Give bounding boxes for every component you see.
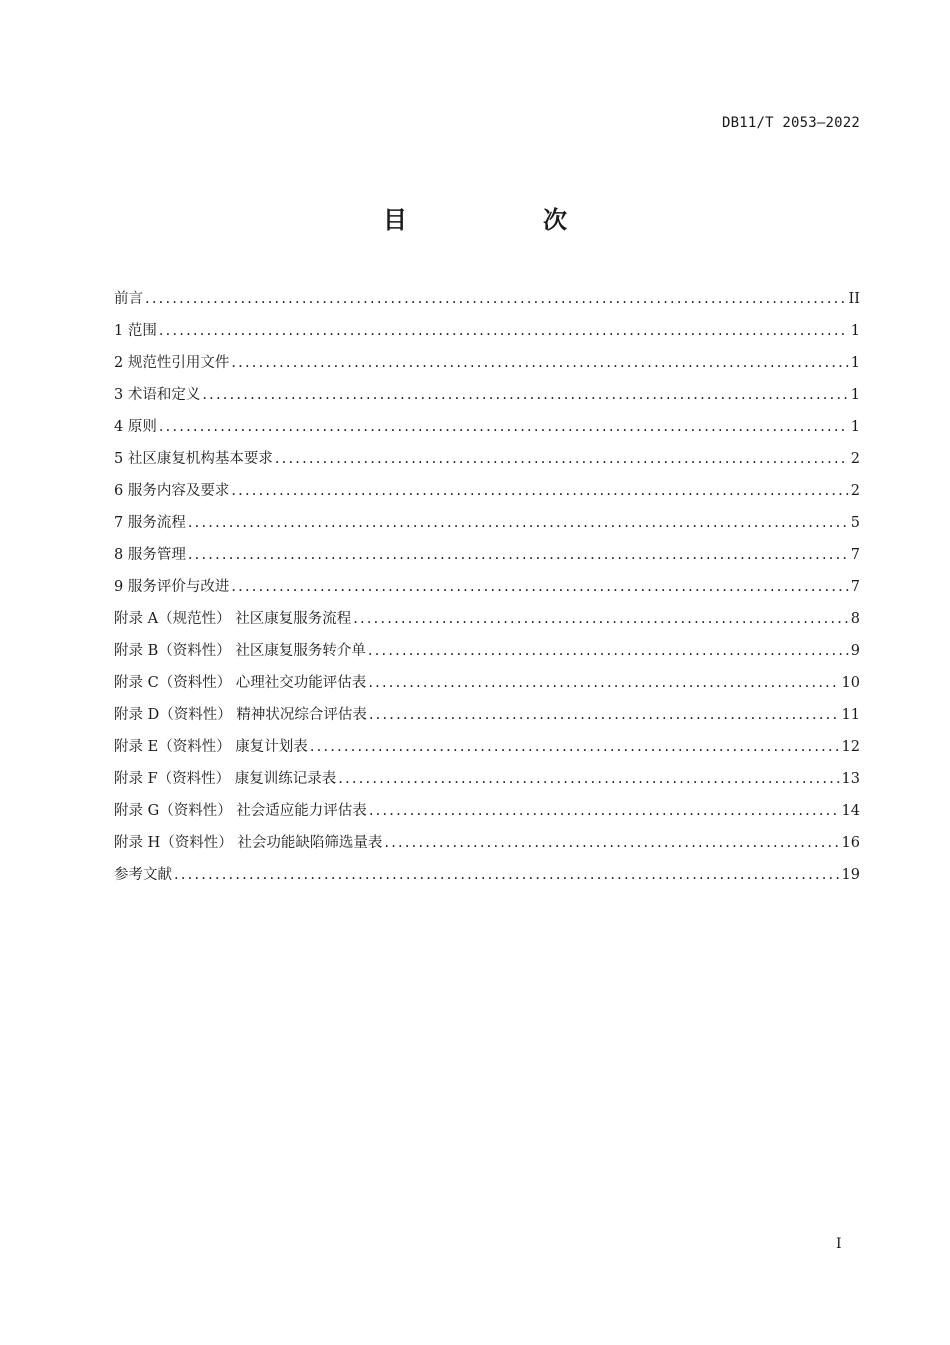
- toc-entry-principles[interactable]: [114, 415, 860, 447]
- toc-dot-leader: [369, 703, 840, 727]
- toc-entry-label: 附录 A（规范性） 社区康复服务流程: [114, 611, 352, 627]
- toc-entry-label: 附录 G（资料性） 社会适应能力评估表: [114, 803, 367, 819]
- toc-entry-foreword[interactable]: [114, 287, 860, 319]
- toc-dot-leader: [368, 639, 849, 663]
- toc-entry-appendix-c[interactable]: [114, 671, 860, 703]
- toc-entry-appendix-a[interactable]: [114, 607, 860, 639]
- toc-entry-page: 1: [850, 323, 860, 339]
- toc-entry-page: II: [848, 291, 860, 307]
- toc-entry-page: 16: [841, 835, 860, 851]
- toc-entry-institution-requirements[interactable]: [114, 447, 860, 479]
- toc-entry-page: 14: [841, 803, 860, 819]
- toc-dot-leader: [159, 415, 849, 439]
- toc-entry-label: 附录 B（资料性） 社区康复服务转介单: [114, 643, 366, 659]
- document-code: DB11/T 2053—2022: [721, 115, 860, 131]
- toc-entry-label: 2 规范性引用文件: [114, 355, 230, 371]
- toc-entry-label: 8 服务管理: [114, 547, 186, 563]
- toc-entry-page: 12: [841, 739, 860, 755]
- toc-dot-leader: [369, 799, 840, 823]
- toc-entry-label: 3 术语和定义: [114, 387, 201, 403]
- toc-entry-page: 9: [850, 643, 860, 659]
- toc-entry-page: 1: [850, 419, 860, 435]
- toc-dot-leader: [338, 767, 839, 791]
- toc-title: 目 次: [383, 206, 623, 234]
- toc-entry-scope[interactable]: [114, 319, 860, 351]
- toc-dot-leader: [188, 543, 849, 567]
- toc-entry-page: 2: [850, 483, 860, 499]
- toc-entry-normative-references[interactable]: [114, 351, 860, 383]
- toc-entry-service-process[interactable]: [114, 511, 860, 543]
- toc-dot-leader: [231, 575, 848, 599]
- toc-entry-terms-definitions[interactable]: [114, 383, 860, 415]
- toc-entry-page: 19: [841, 867, 860, 883]
- page-number: I: [836, 1236, 842, 1252]
- toc-entry-label: 参考文献: [114, 867, 172, 883]
- toc-entry-page: 2: [850, 451, 860, 467]
- toc-entry-page: 11: [841, 707, 860, 723]
- toc-dot-leader: [310, 735, 840, 759]
- toc-entry-service-management[interactable]: [114, 543, 860, 575]
- toc-dot-leader: [188, 511, 849, 535]
- toc-dot-leader: [353, 607, 849, 631]
- toc-entry-label: 1 范围: [114, 323, 157, 339]
- toc-entry-label: 9 服务评价与改进: [114, 579, 230, 595]
- toc-dot-leader: [368, 671, 839, 695]
- toc-dot-leader: [275, 447, 849, 471]
- toc-entry-service-content[interactable]: [114, 479, 860, 511]
- toc-entry-page: 7: [850, 579, 860, 595]
- toc-entry-page: 1: [850, 387, 860, 403]
- toc-dot-leader: [174, 863, 840, 887]
- toc-entry-label: 附录 E（资料性） 康复计划表: [114, 739, 308, 755]
- toc-dot-leader: [384, 831, 839, 855]
- toc-entry-appendix-h[interactable]: [114, 831, 860, 863]
- toc-entry-page: 7: [850, 547, 860, 563]
- toc-entry-page: 8: [850, 611, 860, 627]
- toc-entry-page: 1: [850, 355, 860, 371]
- toc-entry-label: 6 服务内容及要求: [114, 483, 230, 499]
- toc-entry-label: 7 服务流程: [114, 515, 186, 531]
- toc-entry-label: 附录 D（资料性） 精神状况综合评估表: [114, 707, 367, 723]
- toc-entry-appendix-e[interactable]: [114, 735, 860, 767]
- toc-entry-appendix-b[interactable]: [114, 639, 860, 671]
- toc-entry-label: 4 原则: [114, 419, 157, 435]
- toc-dot-leader: [145, 287, 847, 311]
- toc-entry-appendix-f[interactable]: [114, 767, 860, 799]
- toc-entry-page: 5: [850, 515, 860, 531]
- toc-entry-label: 附录 F（资料性） 康复训练记录表: [114, 771, 337, 787]
- toc-dot-leader: [231, 351, 848, 375]
- toc-dot-leader: [202, 383, 848, 407]
- table-of-contents: [114, 287, 860, 895]
- toc-entry-evaluation-improvement[interactable]: [114, 575, 860, 607]
- toc-entry-references[interactable]: [114, 863, 860, 895]
- toc-entry-label: 附录 H（资料性） 社会功能缺陷筛选量表: [114, 835, 383, 851]
- toc-entry-label: 前言: [114, 291, 143, 307]
- toc-entry-page: 13: [841, 771, 860, 787]
- toc-entry-label: 附录 C（资料性） 心理社交功能评估表: [114, 675, 367, 691]
- toc-dot-leader: [159, 319, 849, 343]
- toc-dot-leader: [231, 479, 848, 503]
- toc-entry-appendix-d[interactable]: [114, 703, 860, 735]
- toc-entry-appendix-g[interactable]: [114, 799, 860, 831]
- toc-entry-label: 5 社区康复机构基本要求: [114, 451, 273, 467]
- toc-entry-page: 10: [841, 675, 860, 691]
